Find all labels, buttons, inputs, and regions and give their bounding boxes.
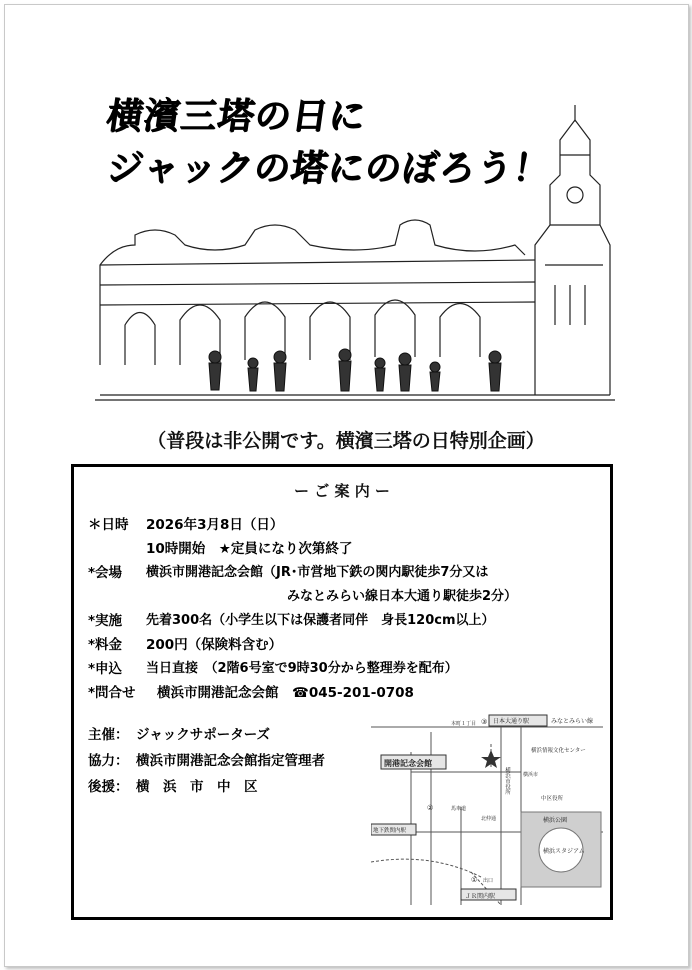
map-stadium: 横浜スタジアム xyxy=(543,848,585,855)
title-line-2: ジャックの塔にのぼろう！ xyxy=(103,148,553,189)
map-minatomirai: みなとみらい線 xyxy=(551,718,594,725)
map-street-honcho: 本町１丁目 xyxy=(451,721,477,727)
fee-label: *料金 xyxy=(88,637,123,653)
fee-value: 200円（保険料含む） xyxy=(146,637,283,653)
coop-value: 横浜市開港記念会館指定管理者 xyxy=(136,753,325,769)
support-label: 後援： xyxy=(88,779,129,795)
map-street-yokohama: 横浜市 xyxy=(523,772,539,778)
guide-box xyxy=(71,464,613,920)
venue-label: *会場 xyxy=(88,565,123,581)
date-value: 2026年3月8日（日） xyxy=(146,517,284,533)
date-label: ＊日時 xyxy=(88,517,129,533)
map-exit-label: 出口 xyxy=(483,878,494,884)
venue-line-1: 横浜市開港記念会館（JR･市営地下鉄の関内駅徒歩7分又は xyxy=(146,565,489,580)
map-subway-kannai: 地下鉄関内駅 xyxy=(373,828,407,834)
apply-value: 当日直接 （2階6号室で9時30分から整理券を配布） xyxy=(146,661,458,676)
map-marker-3: ③ xyxy=(481,718,488,726)
host-label: 主催： xyxy=(88,727,129,743)
host-value: ジャックサポーターズ xyxy=(136,727,271,743)
title-line-1: 横濱三塔の日に xyxy=(103,96,369,137)
apply-label: *申込 xyxy=(88,661,123,677)
map-station-top: 日本大通り駅 xyxy=(493,718,530,725)
capacity-label: *実施 xyxy=(88,613,123,629)
map-city-hall: 横浜市役所 xyxy=(504,767,510,795)
map-jr-kannai: ＪＲ関内駅 xyxy=(465,893,496,900)
map-info-center: 横浜情報文化センター xyxy=(531,748,586,754)
contact-label: *問合せ xyxy=(88,685,136,701)
access-map xyxy=(371,712,603,905)
map-naka-ward: 中区役所 xyxy=(541,796,564,802)
time-value: 10時開始 ★定員になり次第終了 xyxy=(146,541,353,557)
map-street-kitanaka: 北仲通 xyxy=(481,816,497,822)
map-street-bashamichi: 馬車道 xyxy=(451,806,467,812)
guide-heading: ー ご 案 内 ー xyxy=(294,482,390,500)
contact-value: 横浜市開港記念会館 ☎045-201-0708 xyxy=(157,685,414,701)
map-yokohama-park: 横浜公園 xyxy=(543,817,568,824)
support-value: 横 浜 市 中 区 xyxy=(136,779,258,795)
subtitle: （普段は非公開です。横濱三塔の日特別企画） xyxy=(147,430,545,452)
map-marker-2: ② xyxy=(427,804,434,812)
capacity-value: 先着300名（小学生以下は保護者同伴 身長120cm以上） xyxy=(146,613,495,628)
map-hall-label: 開港記念会館 xyxy=(384,759,432,768)
map-marker-1: ① xyxy=(471,876,478,884)
venue-line-2: みなとみらい線日本大通り駅徒歩2分） xyxy=(287,589,518,604)
coop-label: 協力： xyxy=(88,753,129,769)
building-illustration xyxy=(95,95,615,415)
